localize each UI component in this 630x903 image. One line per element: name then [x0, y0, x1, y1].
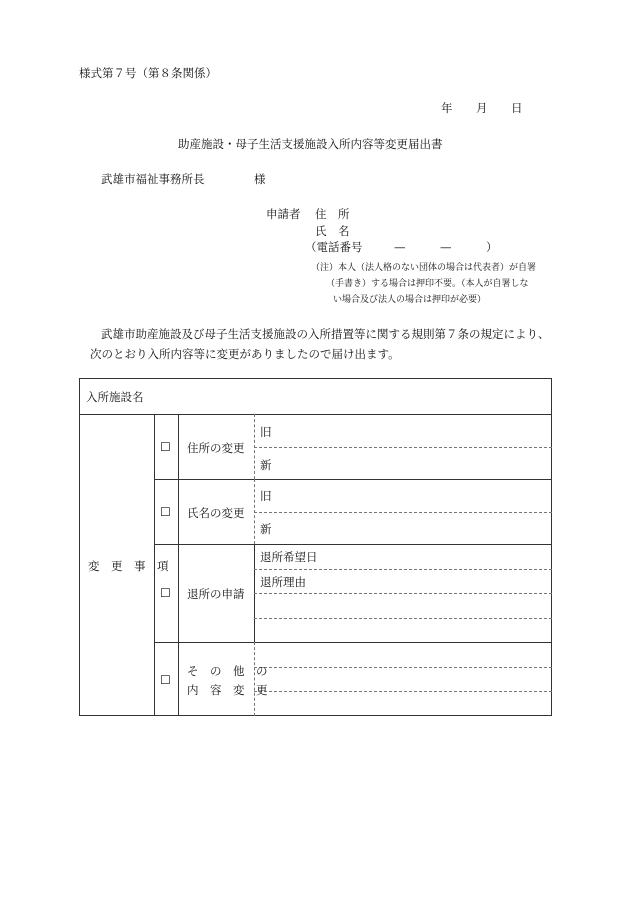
row-divider [154, 479, 552, 480]
value-column-divider [254, 642, 255, 716]
other-change-label-line-1: そ の 他 の [187, 664, 268, 678]
applicant-name-label: 氏 名 [315, 224, 350, 238]
sub-row-divider [254, 593, 552, 594]
body-text-line-2: 次のとおり入所内容等に変更がありましたので届け出ます。 [90, 347, 400, 361]
date-year-label: 年 [441, 101, 453, 115]
sub-row-divider [254, 691, 552, 692]
applicant-note-line-3: い場合及び法人の場合は押印が必要） [333, 295, 487, 305]
date-day-label: 日 [511, 101, 523, 115]
row-divider [154, 642, 552, 643]
addressee-name: 武雄市福祉事務所長 [101, 172, 205, 186]
row-divider [154, 544, 552, 545]
change-notification-table [79, 378, 552, 716]
sub-row-divider [254, 569, 552, 570]
document-title: 助産施設・母子生活支援施設入所内容等変更届出書 [178, 137, 443, 151]
leave-reason-label: 退所理由 [260, 575, 306, 589]
applicant-phone-open: （電話番号 [305, 240, 363, 254]
date-month-label: 月 [476, 101, 488, 115]
other-change-checkbox[interactable]: ☐ [160, 673, 171, 687]
name-old-label: 旧 [260, 489, 272, 503]
name-change-checkbox[interactable]: ☐ [160, 505, 171, 519]
sub-row-divider [254, 667, 552, 668]
leave-application-checkbox[interactable]: ☐ [160, 586, 171, 600]
applicant-note-line-1: （注）本人（法人格のない団体の場合は代表者）が自署 [311, 263, 537, 273]
sub-row-divider [254, 512, 552, 513]
changes-label: 変 更 事 項 [88, 559, 169, 573]
leave-application-label: 退所の申請 [187, 587, 245, 601]
applicant-note-line-2: （手書き）する場合は押印不要。（本人が自署しな [326, 279, 529, 289]
other-change-label-line-2: 内 容 変 更 [187, 683, 268, 697]
address-old-label: 旧 [260, 425, 272, 439]
leave-date-label: 退所希望日 [260, 550, 318, 564]
body-text-line-1: 武雄市助産施設及び母子生活支援施設の入所措置等に関する規則第７条の規定により、 [101, 327, 550, 341]
name-new-label: 新 [260, 522, 272, 536]
applicant-phone-dash-1: — [394, 240, 406, 254]
row-divider [79, 414, 552, 415]
applicant-phone-close: ） [486, 240, 498, 254]
sub-row-divider [254, 618, 552, 619]
applicant-address-label: 住 所 [315, 207, 350, 221]
form-number: 様式第７号（第８条関係） [79, 66, 217, 80]
applicant-label: 申請者 [266, 207, 301, 221]
facility-name-field[interactable] [156, 380, 550, 413]
address-change-checkbox[interactable]: ☐ [160, 440, 171, 454]
applicant-phone-dash-2: — [440, 240, 452, 254]
column-divider [178, 414, 179, 716]
addressee-honorific: 様 [254, 172, 266, 186]
sub-row-divider [254, 447, 552, 448]
name-change-label: 氏名の変更 [187, 506, 245, 520]
address-change-label: 住所の変更 [187, 441, 245, 455]
address-new-label: 新 [260, 458, 272, 472]
facility-name-label: 入所施設名 [86, 390, 144, 404]
